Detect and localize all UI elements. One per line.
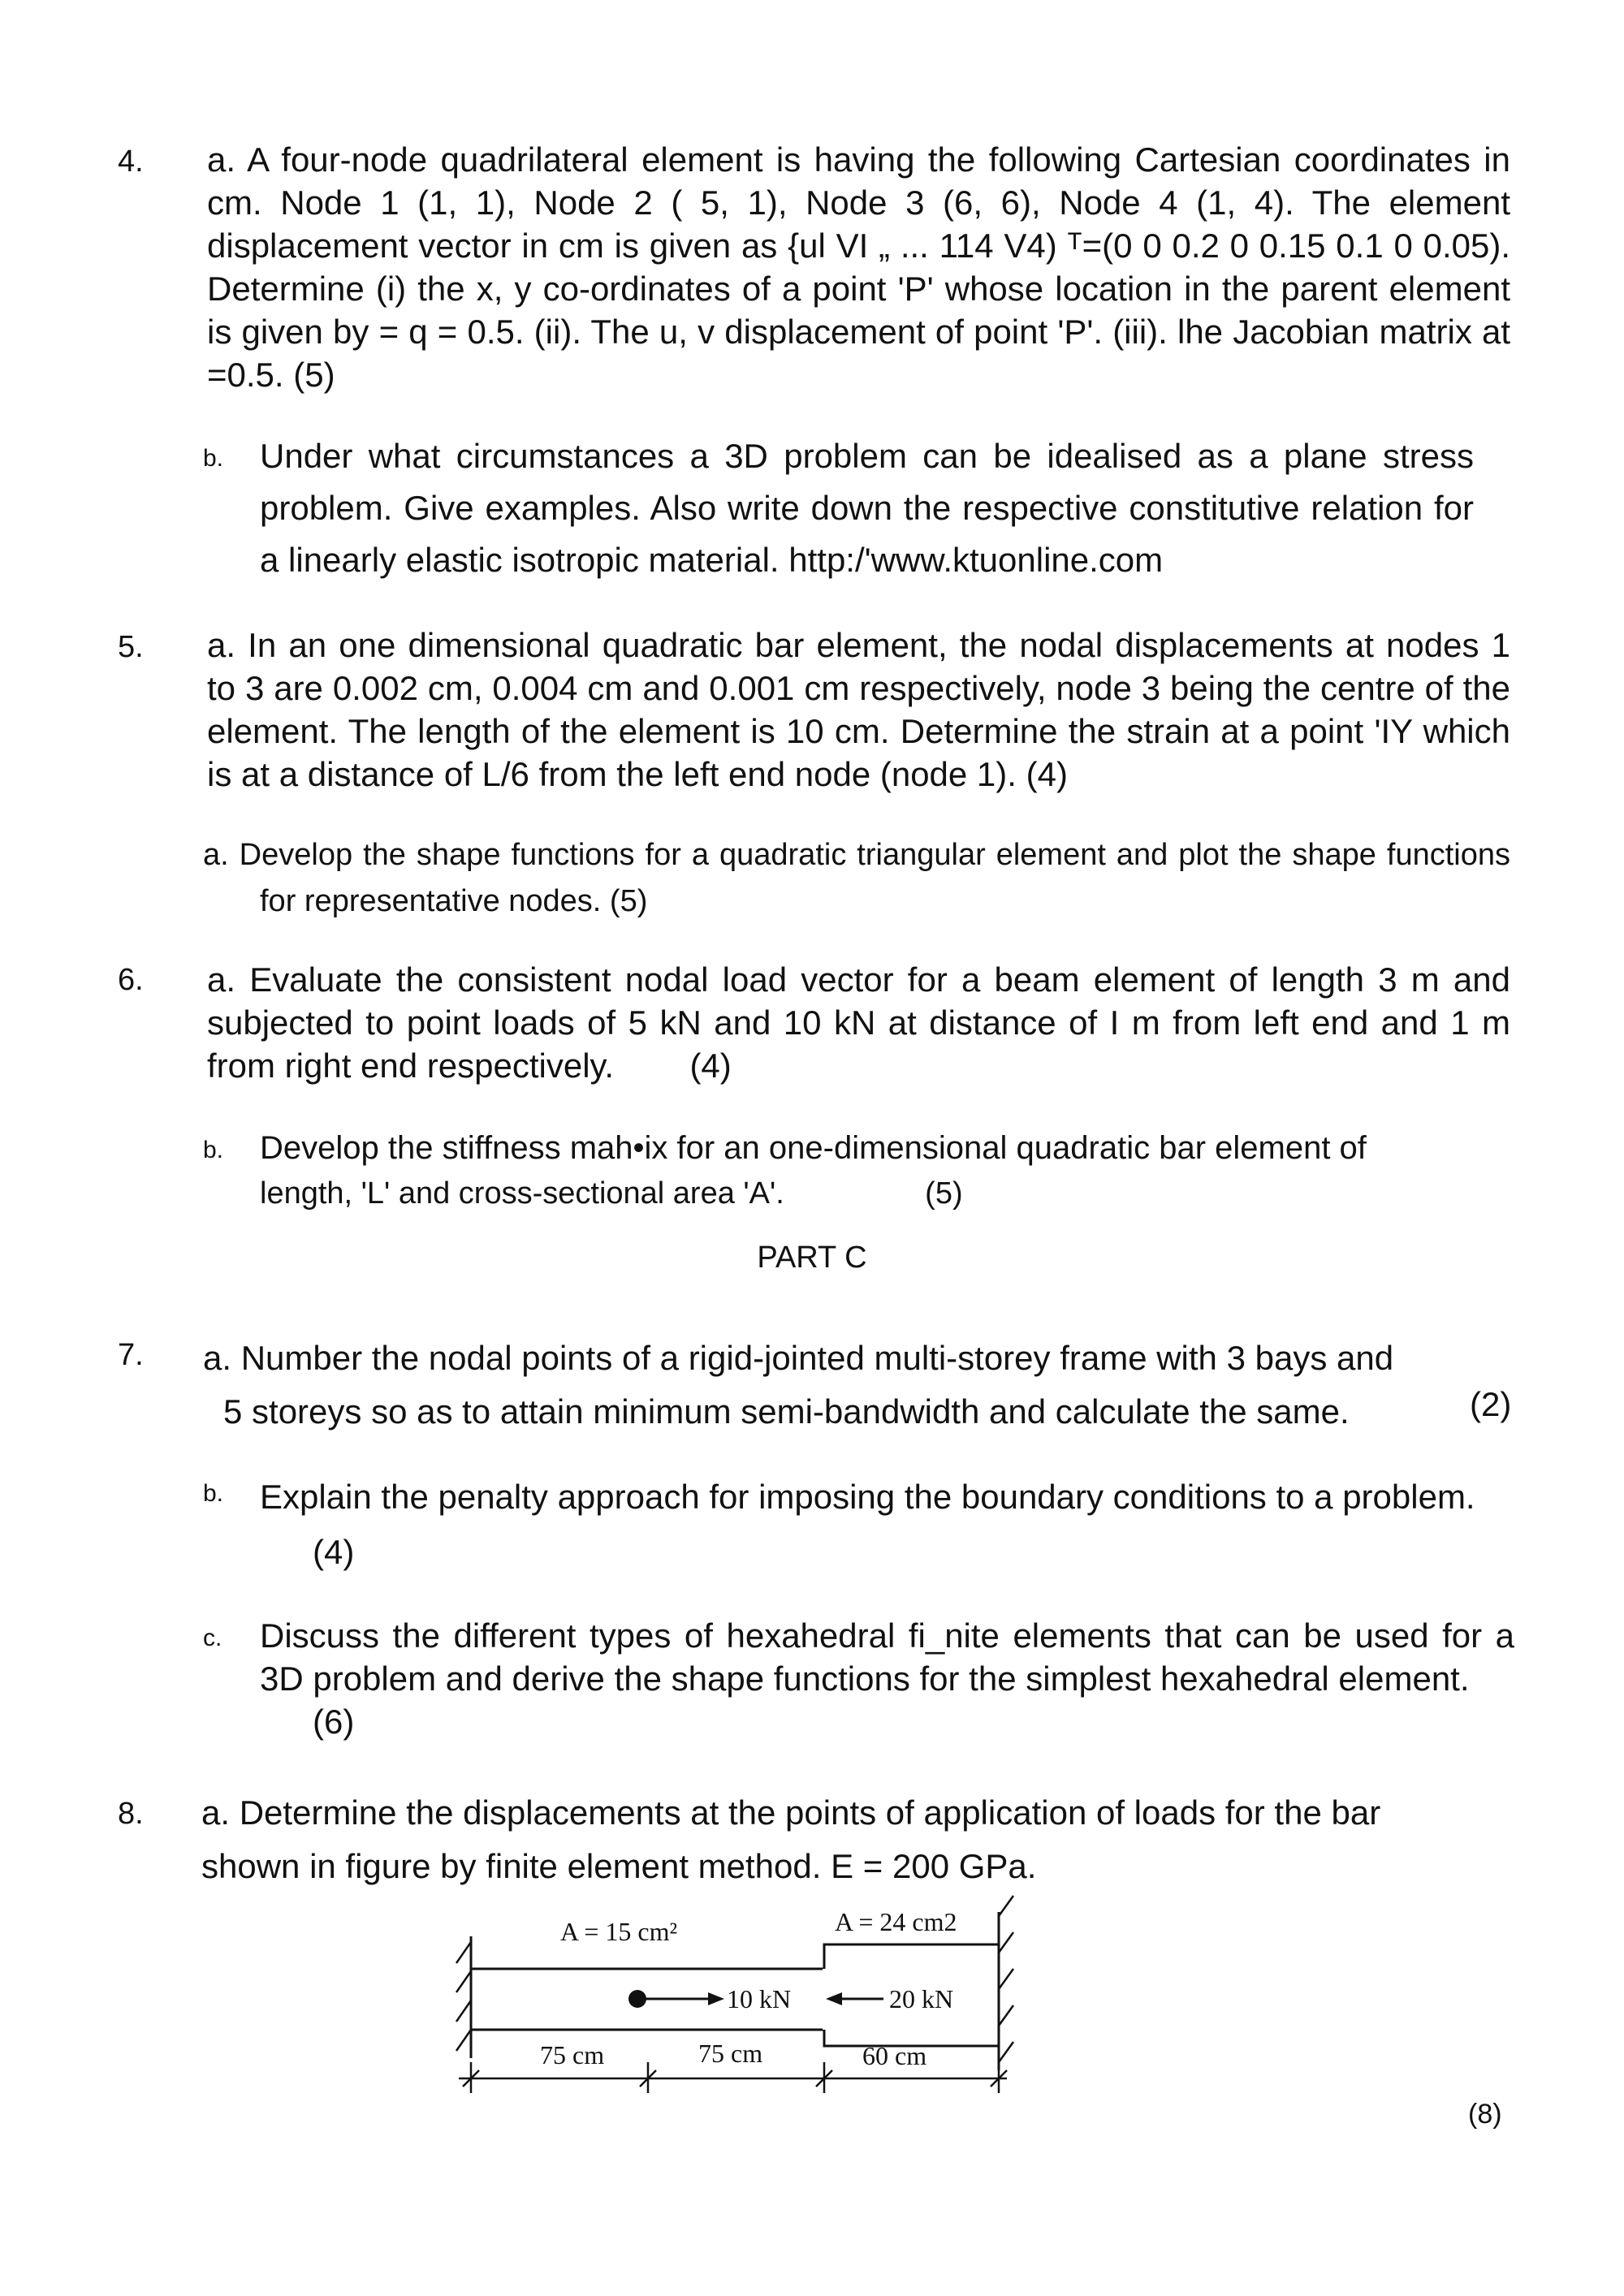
left-wall-hatch — [456, 1942, 471, 2051]
q6-part-b-line2: length, 'L' and cross-sectional area 'A'. — [260, 1176, 784, 1211]
q7-part-c-text: Discuss the different types of hexahedral fi_nite elements that can be used for a 3D problem and derive the shape functions for the simplest hexahedral element. — [260, 1616, 1514, 1698]
q8-part-a-line1: a. Determine the displacements at the points of application of loads for the bar — [201, 1793, 1381, 1832]
q7-part-c — [260, 1614, 1514, 1743]
length-label-1: 75 cm — [540, 2040, 605, 2069]
q5-part-a2 — [203, 832, 1510, 925]
stepped-bar-figure — [438, 1892, 1023, 2095]
q7-part-b-marks: (4) — [313, 1533, 355, 1571]
q6-part-a — [207, 958, 1510, 1087]
load-20kn-label: 20 kN — [889, 1984, 954, 2013]
q7-part-b-label: b. — [203, 1480, 224, 1507]
q8-part-a — [201, 1786, 1517, 1893]
question-number-8: 8. — [118, 1797, 144, 1831]
question-number-4: 4. — [118, 145, 144, 179]
part-c-heading: PART C — [757, 1241, 867, 1275]
q6-part-b-label: b. — [203, 1137, 224, 1163]
q7-part-a-line1: a. Number the nodal points of a rigid-jointed multi-storey frame with 3 bays and — [203, 1339, 1394, 1377]
q7-part-b — [260, 1470, 1514, 1580]
load-10kn-label: 10 kN — [727, 1984, 792, 2013]
q6-part-b-line1: Develop the stiffness mah•ix for an one-dimensional quadratic bar element of — [260, 1130, 1367, 1166]
length-label-2: 75 cm — [698, 2039, 763, 2068]
question-number-5: 5. — [118, 630, 144, 664]
q4-part-a: a. A four-node quadrilateral element is having the following Cartesian coordinates in cm. Node 1 (1, 1), Node 2 ( 5, 1), Node 3 (6, 6), Node 4 (1, 4). The element displacement vector in cm is given as {ul VI „ ... 114 V4) ᵀ=(0 0 0.2 0 0.15 0.1 0 0.05). Determine (i) the x, y co-ordinates of a point 'P' whose location in the parent element is given by = q = 0.5. (ii). The u, v displacement of point 'P'. (iii). lhe Jacobian matrix at =0.5. (5) — [207, 140, 1510, 394]
right-wall-hatch — [999, 1896, 1013, 2062]
q6-part-b-marks: (5) — [925, 1176, 963, 1211]
q4-part-b-label: b. — [203, 445, 224, 472]
q7-part-a — [203, 1331, 1518, 1439]
q4-part-b: Under what circumstances a 3D problem can be idealised as a plane stress problem. Give examples. Also write down the respective constitutive relation for a linearly elastic isotropic material. http:/'www.ktuonline.com — [260, 437, 1474, 579]
q7-part-a-marks: (2) — [1470, 1385, 1512, 1423]
q6-part-a-text: a. Evaluate the consistent nodal load vector for a beam element of length 3 m and subjected to point loads of 5 kN and 10 kN at distance of I m from left end and 1 m from right end respectively. — [207, 960, 1510, 1085]
q7-part-c-marks: (6) — [313, 1703, 355, 1741]
area-label-small: A = 15 cm² — [560, 1917, 678, 1946]
q8-marks: (8) — [1468, 2099, 1502, 2130]
length-label-3: 60 cm — [862, 2041, 927, 2070]
question-number-6: 6. — [118, 963, 144, 997]
q5-part-a2-text: a. Develop the shape functions for a quadratic triangular element and plot the shape functions for representative nodes. (5) — [203, 838, 1510, 918]
question-number-7: 7. — [118, 1338, 144, 1372]
q6-part-b — [260, 1127, 1474, 1215]
q6-part-a-marks: (4) — [689, 1047, 732, 1085]
q7-part-b-text: Explain the penalty approach for imposing the boundary conditions to a problem. — [260, 1478, 1475, 1516]
area-label-large: A = 24 cm2 — [835, 1907, 957, 1936]
q8-part-a-line2: shown in figure by finite element method. E = 200 GPa. — [201, 1847, 1037, 1885]
load-10kn-arrowhead — [708, 1992, 724, 2005]
q7-part-a-line2: 5 storeys so as to attain minimum semi-bandwidth and calculate the same. — [223, 1392, 1350, 1431]
q7-part-c-label: c. — [203, 1625, 222, 1651]
q5-part-a: a. In an one dimensional quadratic bar element, the nodal displacements at nodes 1 to 3 are 0.002 cm, 0.004 cm and 0.001 cm respectively, node 3 being the centre of the element. The length of the element is 10 cm. Determine the strain at a point 'IY which is at a distance of L/6 from the left end node (node 1). (4) — [207, 626, 1510, 793]
